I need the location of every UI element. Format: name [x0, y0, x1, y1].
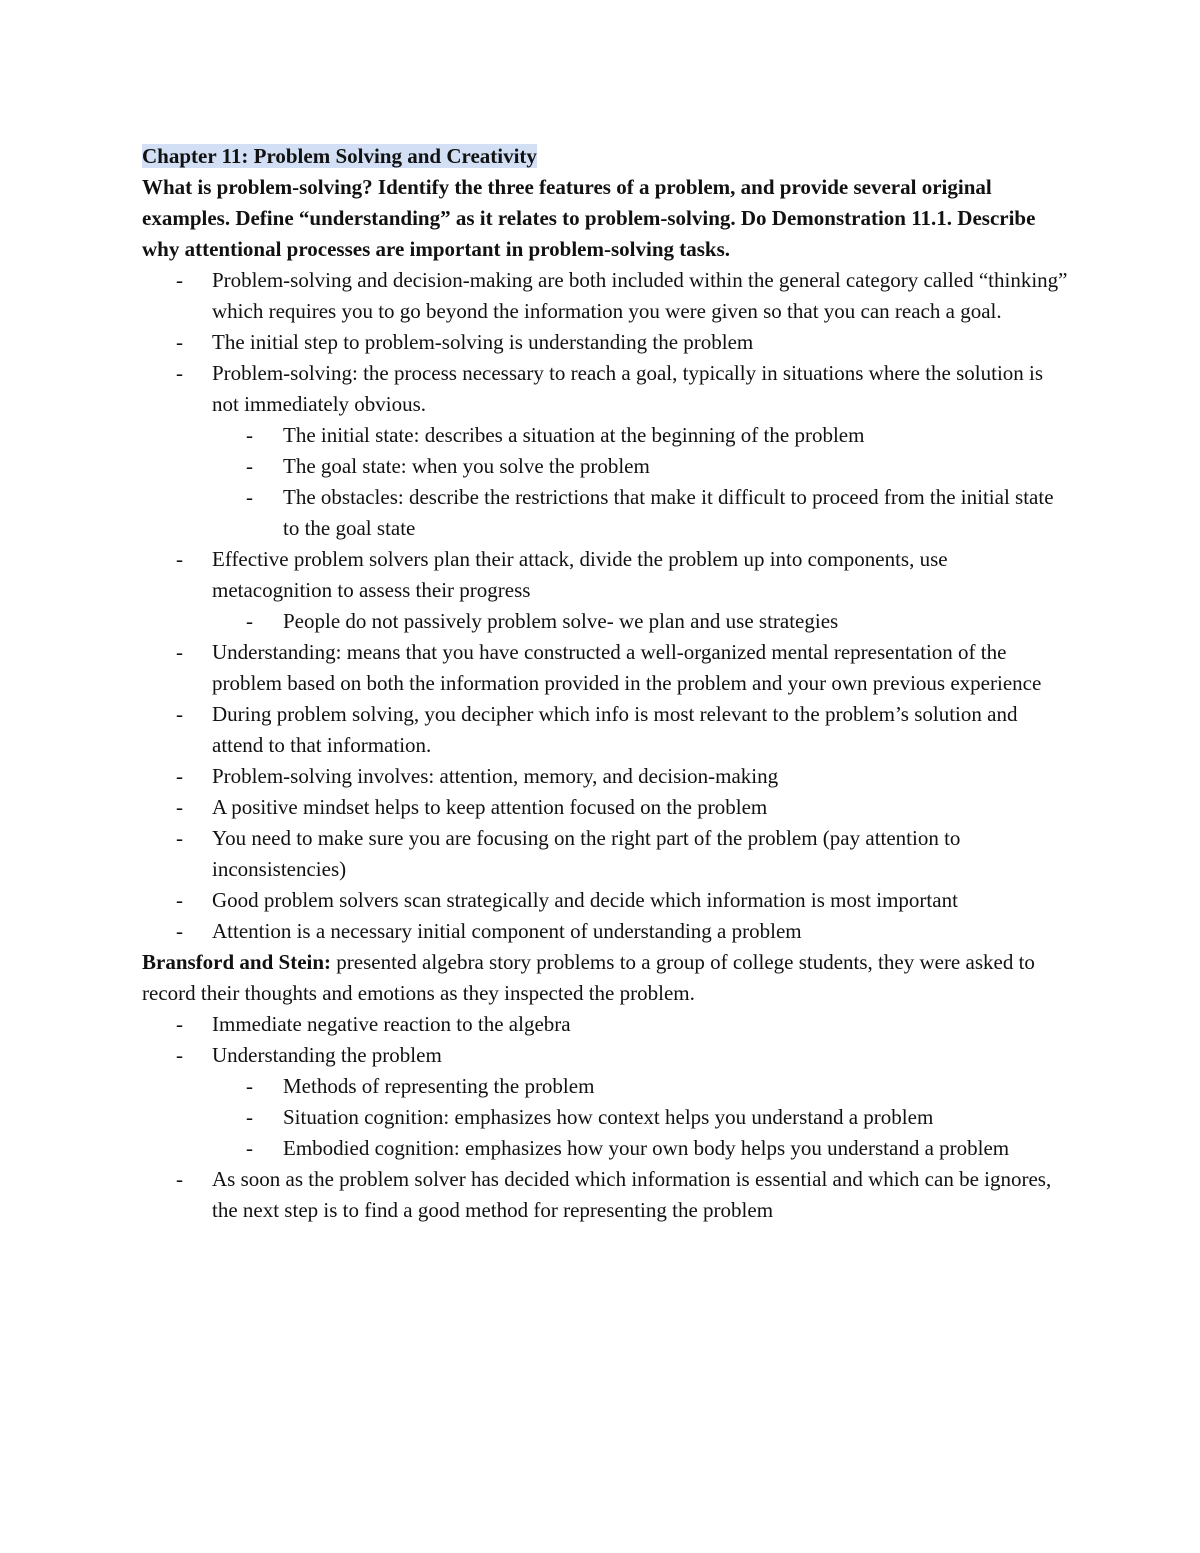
list-item: [142, 358, 1072, 544]
sub-list-item: [212, 1133, 1072, 1164]
dash-bullet: -: [176, 268, 183, 292]
list-item-text: Problem-solving involves: attention, memory, and decision-making: [212, 764, 779, 788]
bransford-text: presented algebra story problems to a group of college students, they were asked to record their thoughts and emotions as they inspected the problem.: [142, 950, 1035, 1005]
list-item: [142, 916, 1072, 947]
list-item: [142, 699, 1072, 761]
list-item: [142, 544, 1072, 637]
list-item-text: Problem-solving and decision-making are both included within the general category called “thinking” which requires you to go beyond the information you were given so that you can reach a goal.: [212, 268, 1068, 323]
list-item: [142, 885, 1072, 916]
sub-list: [212, 1071, 1072, 1164]
dash-bullet: -: [176, 1012, 183, 1036]
list-item: [142, 1040, 1072, 1164]
list-item: [142, 327, 1072, 358]
section1-list: [142, 265, 1072, 947]
sub-list-item-text: Embodied cognition: emphasizes how your own body helps you understand a problem: [283, 1136, 1010, 1160]
list-item: [142, 1009, 1072, 1040]
list-item-text: The initial step to problem-solving is understanding the problem: [212, 330, 754, 354]
dash-bullet: -: [246, 1074, 253, 1098]
dash-bullet: -: [176, 361, 183, 385]
dash-bullet: -: [176, 764, 183, 788]
sub-list-item: [212, 1102, 1072, 1133]
list-item-text: During problem solving, you decipher which info is most relevant to the problem’s solution and attend to that information.: [212, 702, 1018, 757]
sub-list-item-text: Situation cognition: emphasizes how context helps you understand a problem: [283, 1105, 934, 1129]
sub-list-item: [212, 482, 1072, 544]
bransford-label: Bransford and Stein:: [142, 950, 332, 974]
sub-list-item-text: The obstacles: describe the restrictions that make it difficult to proceed from the initial state to the goal state: [283, 485, 1054, 540]
dash-bullet: -: [176, 888, 183, 912]
sub-list-item-text: The initial state: describes a situation at the beginning of the problem: [283, 423, 865, 447]
sub-list: [212, 420, 1072, 544]
dash-bullet: -: [246, 485, 253, 509]
sub-list-item: [212, 606, 1072, 637]
list-item-text: Understanding: means that you have constructed a well-organized mental representation of the problem based on both the information provided in the problem and your own previous experience: [212, 640, 1042, 695]
dash-bullet: -: [176, 702, 183, 726]
sub-list: [212, 606, 1072, 637]
bransford-paragraph: [142, 947, 1072, 1009]
sub-list-item-text: Methods of representing the problem: [283, 1074, 595, 1098]
dash-bullet: -: [176, 795, 183, 819]
sub-list-item: [212, 451, 1072, 482]
sub-list-item: [212, 1071, 1072, 1102]
chapter-title-highlight: Chapter 11: Problem Solving and Creativity: [142, 144, 537, 168]
list-item: [142, 265, 1072, 327]
dash-bullet: -: [246, 609, 253, 633]
sub-list-item-text: People do not passively problem solve- we plan and use strategies: [283, 609, 839, 633]
chapter-title: [142, 141, 1072, 172]
dash-bullet: -: [176, 547, 183, 571]
dash-bullet: -: [176, 826, 183, 850]
list-item-text: A positive mindset helps to keep attention focused on the problem: [212, 795, 768, 819]
dash-bullet: -: [176, 640, 183, 664]
list-item-text: Problem-solving: the process necessary to reach a goal, typically in situations where the solution is not immediately obvious.: [212, 361, 1044, 416]
dash-bullet: -: [176, 1043, 183, 1067]
list-item: [142, 792, 1072, 823]
dash-bullet: -: [246, 423, 253, 447]
list-item-text: You need to make sure you are focusing on the right part of the problem (pay attention to inconsistencies): [212, 826, 961, 881]
dash-bullet: -: [246, 454, 253, 478]
dash-bullet: -: [246, 1136, 253, 1160]
sub-list-item-text: The goal state: when you solve the problem: [283, 454, 650, 478]
list-item: [142, 823, 1072, 885]
dash-bullet: -: [176, 1167, 183, 1191]
list-item: [142, 761, 1072, 792]
list-item-text: As soon as the problem solver has decided which information is essential and which can be ignores, the next step is to find a good method for representing the problem: [212, 1167, 1052, 1222]
dash-bullet: -: [176, 330, 183, 354]
dash-bullet: -: [176, 919, 183, 943]
document-page: [142, 141, 1072, 1226]
list-item: [142, 1164, 1072, 1226]
dash-bullet: -: [246, 1105, 253, 1129]
sub-list-item: [212, 420, 1072, 451]
bransford-list: [142, 1009, 1072, 1226]
list-item-text: Understanding the problem: [212, 1043, 442, 1067]
list-item-text: Effective problem solvers plan their attack, divide the problem up into components, use metacognition to assess their progress: [212, 547, 948, 602]
list-item-text: Good problem solvers scan strategically and decide which information is most important: [212, 888, 958, 912]
study-question: What is problem-solving? Identify the three features of a problem, and provide several original examples. Define “understanding” as it relates to problem-solving. Do Demonstration 11.1. Describe why attentional processes are important in problem-solving tasks.: [142, 175, 1036, 261]
list-item-text: Immediate negative reaction to the algebra: [212, 1012, 571, 1036]
list-item-text: Attention is a necessary initial component of understanding a problem: [212, 919, 802, 943]
list-item: [142, 637, 1072, 699]
